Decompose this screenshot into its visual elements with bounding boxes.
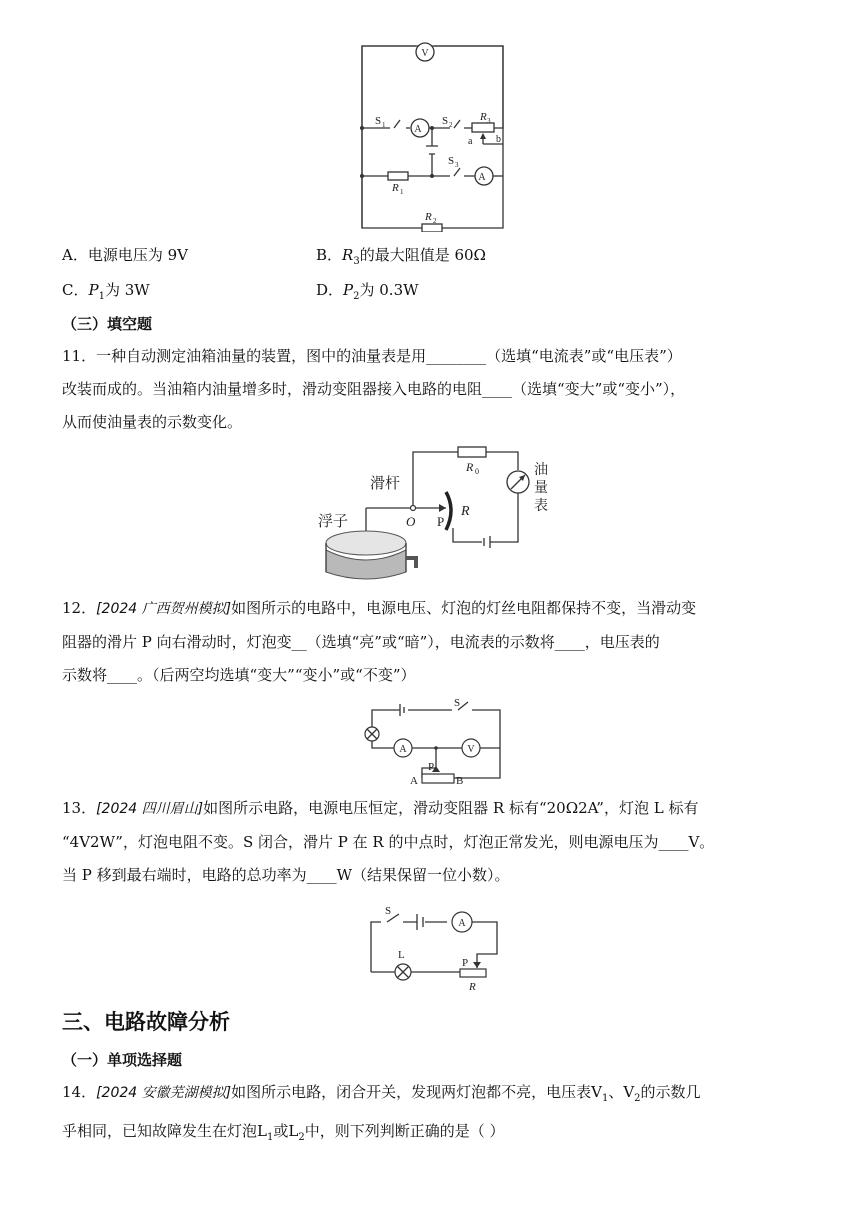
q10-circuit-diagram bbox=[350, 36, 520, 232]
svg-text:R: R bbox=[461, 504, 470, 519]
svg-text:浮子: 浮子 bbox=[318, 514, 349, 530]
resistor-r2 bbox=[422, 224, 442, 232]
section-heading: 三、电路故障分析 bbox=[62, 1010, 230, 1034]
option-d: D．$P_2$为 0.3W bbox=[316, 281, 419, 302]
svg-text:1: 1 bbox=[400, 188, 404, 196]
option-c: C．$P_1$为 3W bbox=[62, 281, 150, 302]
option-a: A．电源电压为 9V bbox=[62, 246, 188, 264]
rheostat bbox=[460, 969, 486, 977]
svg-text:A: A bbox=[458, 918, 466, 929]
svg-text:L: L bbox=[398, 949, 405, 961]
svg-text:R: R bbox=[425, 211, 432, 223]
rheostat-r3 bbox=[472, 123, 494, 132]
svg-text:A: A bbox=[414, 124, 422, 135]
q11-oil-gauge-diagram bbox=[318, 440, 558, 582]
svg-text:2: 2 bbox=[433, 217, 437, 225]
svg-text:3: 3 bbox=[487, 117, 491, 125]
svg-text:b: b bbox=[496, 134, 501, 145]
svg-text:R: R bbox=[466, 460, 474, 474]
svg-text:R: R bbox=[469, 981, 476, 992]
svg-text:V: V bbox=[467, 744, 475, 755]
svg-text:B: B bbox=[456, 775, 464, 786]
svg-text:3: 3 bbox=[455, 161, 459, 169]
svg-text:表: 表 bbox=[534, 499, 548, 514]
svg-text:S: S bbox=[442, 115, 449, 127]
subheading-single-choice: （一）单项选择题 bbox=[62, 1051, 183, 1069]
svg-text:P: P bbox=[437, 514, 445, 529]
question-11: 11．一种自动测定油箱油量的装置，图中的油量表是用________（选填“电流表”或“电压表”） 改装而成的。当油箱内油量增多时，滑动变阻器接入电路的电阻____（选填“变大”或“变小”）， 从而使油量表的示数变化。 bbox=[62, 347, 686, 431]
svg-text:A: A bbox=[399, 744, 407, 755]
resistor-r1 bbox=[388, 172, 408, 180]
svg-text:a: a bbox=[468, 136, 473, 147]
question-14: 14．[2024 安徽芜湖模拟]如图所示电路，闭合开关，发现两灯泡都不亮，电压表$V_1$、$V_2$的示数几 乎相同，已知故障发生在灯泡$L_1$或$L_2$中，则下列判断正确的是（ ） bbox=[62, 1083, 701, 1143]
svg-text:A: A bbox=[410, 775, 418, 786]
svg-text:油: 油 bbox=[534, 463, 548, 478]
svg-text:S: S bbox=[454, 697, 461, 709]
svg-text:S: S bbox=[385, 905, 392, 917]
svg-text:R: R bbox=[392, 182, 399, 194]
q13-circuit-diagram bbox=[365, 900, 505, 992]
svg-text:A: A bbox=[478, 172, 486, 183]
svg-text:量: 量 bbox=[534, 481, 548, 496]
svg-text:V: V bbox=[421, 48, 429, 59]
svg-text:1: 1 bbox=[382, 121, 386, 129]
svg-text:S: S bbox=[448, 155, 455, 167]
svg-text:滑杆: 滑杆 bbox=[370, 476, 401, 492]
svg-text:P: P bbox=[428, 761, 435, 773]
question-12: 12．[2024 广西贺州模拟]如图所示的电路中，电源电压、灯泡的灯丝电阻都保持不变，当滑动变 阻器的滑片 P 向右滑动时，灯泡变__（选填“亮”或“暗”），电流表的示数将____，电压表的 示数将____。（后两空均选填“变大”“变小”或“不变”） bbox=[62, 599, 697, 684]
svg-text:O: O bbox=[406, 514, 416, 529]
svg-text:R: R bbox=[480, 111, 487, 123]
svg-text:0: 0 bbox=[475, 467, 479, 476]
rheostat bbox=[422, 774, 454, 783]
svg-text:S: S bbox=[375, 115, 382, 127]
svg-text:P: P bbox=[462, 957, 469, 969]
question-13: 13．[2024 四川眉山]如图所示电路，电源电压恒定，滑动变阻器 R 标有“20Ω2A”，灯泡 L 标有 “4V2W”，灯泡电阻不变。S 闭合，滑片 P 在 R 的中点时，灯泡正常发光，则电源电压为____V。 当 P 移到最右端时，电路的总功率为____W（结果保留一位小数）。 bbox=[62, 799, 715, 884]
q12-circuit-diagram bbox=[360, 696, 506, 786]
option-b: B．$R_3$的最大阻值是 60Ω bbox=[316, 246, 486, 267]
subheading-fill-in: （三）填空题 bbox=[62, 315, 153, 333]
svg-text:2: 2 bbox=[449, 121, 453, 129]
